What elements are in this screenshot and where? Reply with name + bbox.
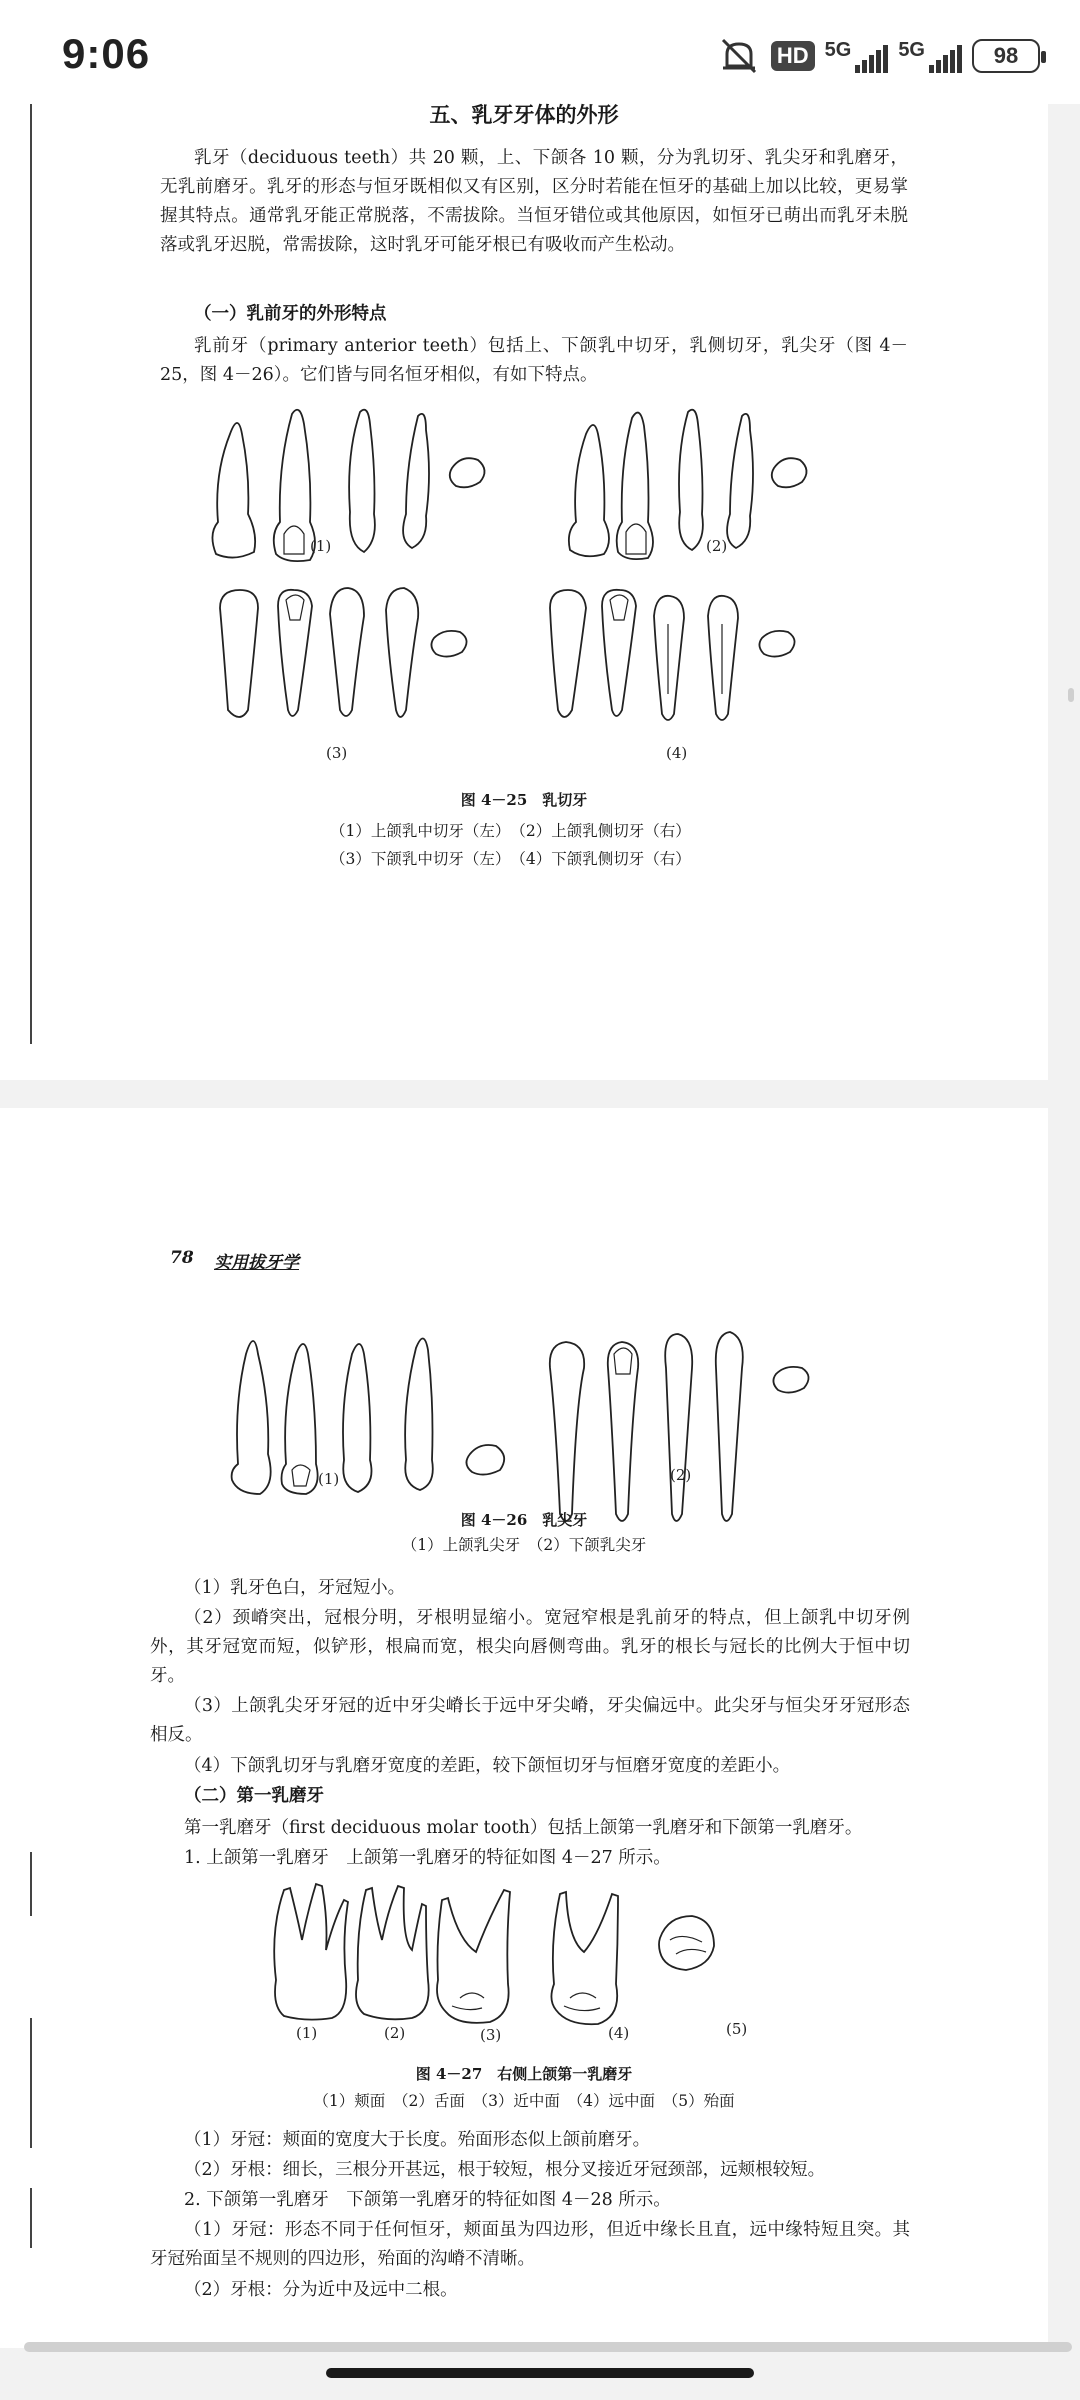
figure-label: (5) [726, 2020, 748, 2038]
status-bar [0, 0, 1080, 104]
list-item: （3）上颌乳尖牙牙冠的近中牙尖嵴长于远中牙尖嵴，牙尖偏远中。此尖牙与恒尖牙牙冠形态相反。 [150, 1696, 910, 1745]
document-page-1[interactable] [0, 104, 1048, 1080]
running-head: 实用拔牙学 [214, 1253, 299, 1273]
margin-line [30, 2188, 32, 2248]
anterior-paragraph: 乳前牙（primary anterior teeth）包括上、下颌乳中切牙，乳侧切牙，乳尖牙（图 4－25，图 4－26）。它们皆与同名恒牙相似，有如下特点。 [160, 336, 908, 385]
clock: 9:06 [62, 30, 151, 77]
document-page-2[interactable] [0, 1108, 1048, 2348]
figure-label: (3) [326, 744, 348, 762]
figure-label: (2) [670, 1466, 692, 1484]
figure-label: (1) [310, 537, 332, 555]
upper-crown-text: （1）牙冠：颊面的宽度大于长度。殆面形态似上颌前磨牙。 [184, 2130, 651, 2150]
figure-caption-title: 图 4－27 右侧上颌第一乳磨牙 [415, 2065, 633, 2083]
hd-badge: HD [771, 41, 815, 71]
figure-label: (3) [480, 2026, 502, 2044]
status-icons [717, 36, 1040, 76]
page-number: 78 [170, 1248, 194, 1268]
subheading-anterior: （一）乳前牙的外形特点 [194, 304, 387, 324]
molar-item-upper: 1. 上颌第一乳磨牙 上颌第一乳磨牙的特征如图 4－27 所示。 [184, 1848, 671, 1868]
battery-icon: 98 [972, 39, 1040, 73]
figure-caption-title: 图 4－25 乳切牙 [460, 791, 588, 809]
intro-paragraph: 乳牙（deciduous teeth）共 20 颗，上、下颌各 10 颗，分为乳切牙、乳尖牙和乳磨牙，无乳前磨牙。乳牙的形态与恒牙既相似又有区别，区分时若能在恒牙的基础上加以比较，更易掌握其特点。通常乳牙能正常脱落，不需拔除。当恒牙错位或其他原因，如恒牙已萌出而乳牙未脱落或乳牙迟脱，常需拔除，这时乳牙可能牙根已有吸收而产生松动。 [160, 148, 908, 255]
figure-label: (1) [318, 1470, 340, 1488]
figure-label: (2) [706, 537, 728, 555]
list-item: （4）下颌乳切牙与乳磨牙宽度的差距，较下颌恒切牙与恒磨牙宽度的差距小。 [184, 1756, 791, 1776]
figure-caption-title: 图 4－26 乳尖牙 [460, 1511, 588, 1529]
molar-intro: 第一乳磨牙（first deciduous molar tooth）包括上颌第一乳磨牙和下颌第一乳磨牙。 [184, 1818, 863, 1838]
figure-label: (1) [296, 2024, 318, 2042]
figure-caption-row: （3）下颌乳中切牙（左） （4）下颌乳侧切牙（右） [330, 850, 691, 868]
home-indicator[interactable] [326, 2368, 754, 2378]
list-item: （2）颈嵴突出，冠根分明，牙根明显缩小。宽冠窄根是乳前牙的特点，但上颌乳中切牙例外，其牙冠宽而短，似铲形，根扁而宽，根尖向唇侧弯曲。乳牙的根长与冠长的比例大于恒中切牙。 [150, 1608, 910, 1686]
figure-caption-row: （1）上颌乳尖牙 （2）下颌乳尖牙 [401, 1536, 647, 1554]
figure-label: (4) [666, 744, 688, 762]
scroll-handle[interactable] [1068, 688, 1074, 702]
horizontal-scrollbar[interactable] [24, 2342, 1072, 2352]
subheading-first-molar: （二）第一乳磨牙 [184, 1786, 324, 1806]
signal-icon-2: 5G [898, 39, 962, 73]
margin-line [30, 104, 32, 1044]
lower-root-text: （2）牙根：分为近中及远中二根。 [184, 2280, 458, 2300]
figure-caption-row: （1）颊面 （2）舌面 （3）近中面 （4）远中面 （5）殆面 [313, 2092, 735, 2110]
section-title: 五、乳牙牙体的外形 [429, 102, 619, 127]
figure-caption-row: （1）上颌乳中切牙（左） （2）上颌乳侧切牙（右） [330, 822, 691, 840]
lower-crown-text: （1）牙冠：形态不同于任何恒牙，颊面虽为四边形，但近中缘长且直，远中缘特短且突。其牙冠殆面呈不规则的四边形，殆面的沟嵴不清晰。 [150, 2220, 910, 2269]
figure-label: (2) [384, 2024, 406, 2042]
upper-root-text: （2）牙根：细长，三根分开甚远，根于较短，根分叉接近牙冠颈部，远颊根较短。 [184, 2160, 826, 2180]
molar-item-lower: 2. 下颌第一乳磨牙 下颌第一乳磨牙的特征如图 4－28 所示。 [184, 2190, 671, 2210]
signal-icon: 5G [825, 39, 889, 73]
incisor-figure [200, 394, 860, 754]
mute-icon [717, 36, 761, 76]
margin-line [30, 1852, 32, 1916]
list-item: （1）乳牙色白，牙冠短小。 [184, 1578, 406, 1598]
figure-label: (4) [608, 2024, 630, 2042]
